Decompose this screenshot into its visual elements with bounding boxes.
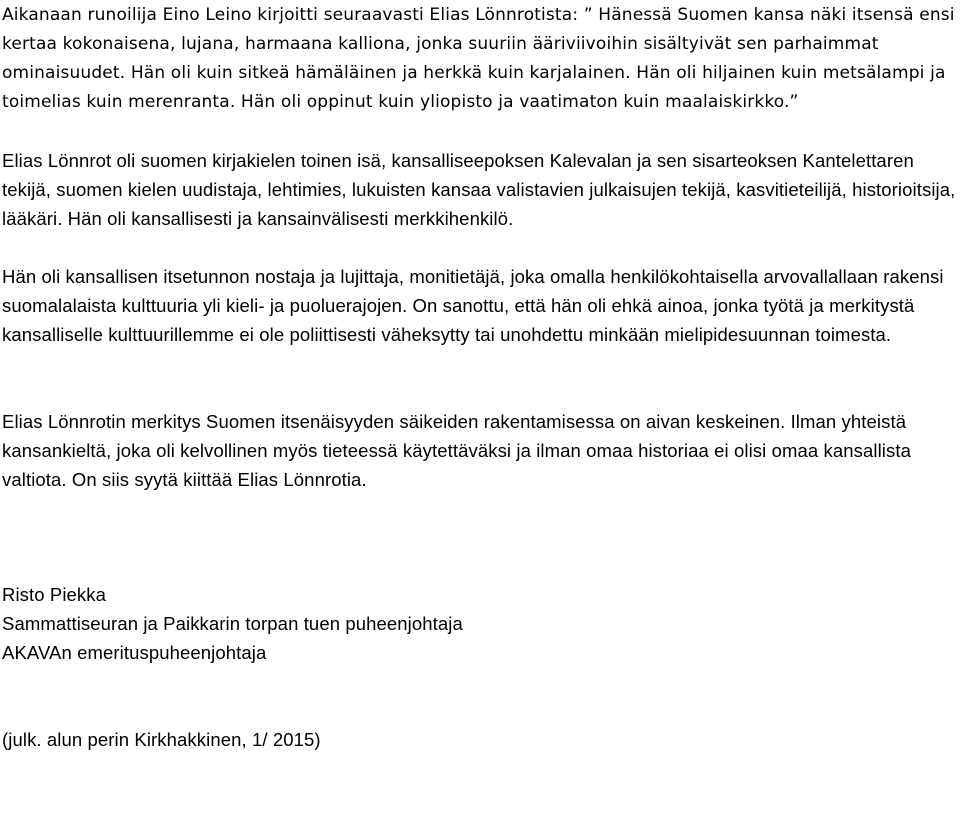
signature-block (2, 580, 958, 667)
eino-leino-quote-paragraph: Aikanaan runoilija Eino Leino kirjoitti seuraavasti Elias Lönnrotista: ” Hänessä Suomen kansa näki itsensä ensi kertaa kokonaisena, lujana, harmaana kalliona, jonka suuriin ääriviivoihin sisältyivät sen parhaimmat ominaisuudet. Hän oli kuin sitkeä hämäläinen ja herkkä kuin karjalainen. Hän oli hiljainen kuin metsälampi ja toimelias kuin merenranta. Hän oli oppinut kuin yliopisto ja vaatimaton kuin maalaiskirkko.” (2, 5, 955, 112)
independence-paragraph: Elias Lönnrotin merkitys Suomen itsenäisyyden säikeiden rakentamisessa on aivan keskeinen. Ilman yhteistä kansankieltä, joka oli kelvollinen myös tieteessä käytettäväksi ja ilman omaa historiaa ei olisi omaa kansallista valtiota. On siis syytä kiittää Elias Lönnrotia. (2, 411, 911, 490)
author-role-1: Sammattiseuran ja Paikkarin torpan tuen puheenjohtaja (2, 613, 463, 634)
author-role-2: AKAVAn emerituspuheenjohtaja (2, 642, 267, 663)
publication-reference: (julk. alun perin Kirkhakkinen, 1/ 2015) (2, 729, 321, 750)
national-significance-paragraph: Hän oli kansallisen itsetunnon nostaja ja lujittaja, monitietäjä, joka omalla henkilökohtaisella arvovallallaan rakensi suomalalaista kulttuuria yli kieli- ja puoluerajojen. On sanottu, että hän oli ehkä ainoa, jonka työtä ja merkitystä kansalliselle kulttuurillemme ei ole poliittisesti väheksytty tai unohdettu minkään mielipidesuunnan toimesta. (2, 266, 944, 345)
lonnrot-achievements-paragraph: Elias Lönnrot oli suomen kirjakielen toinen isä, kansalliseepoksen Kalevalan ja sen sisarteoksen Kantelettaren tekijä, suomen kielen uudistaja, lehtimies, lukuisten kansaa valistavien julkaisujen tekijä, kasvitieteilijä, historioitsija, lääkäri. Hän oli kansallisesti ja kansainvälisesti merkkihenkilö. (2, 150, 956, 229)
author-name: Risto Piekka (2, 584, 107, 605)
document-page (2, 0, 958, 754)
